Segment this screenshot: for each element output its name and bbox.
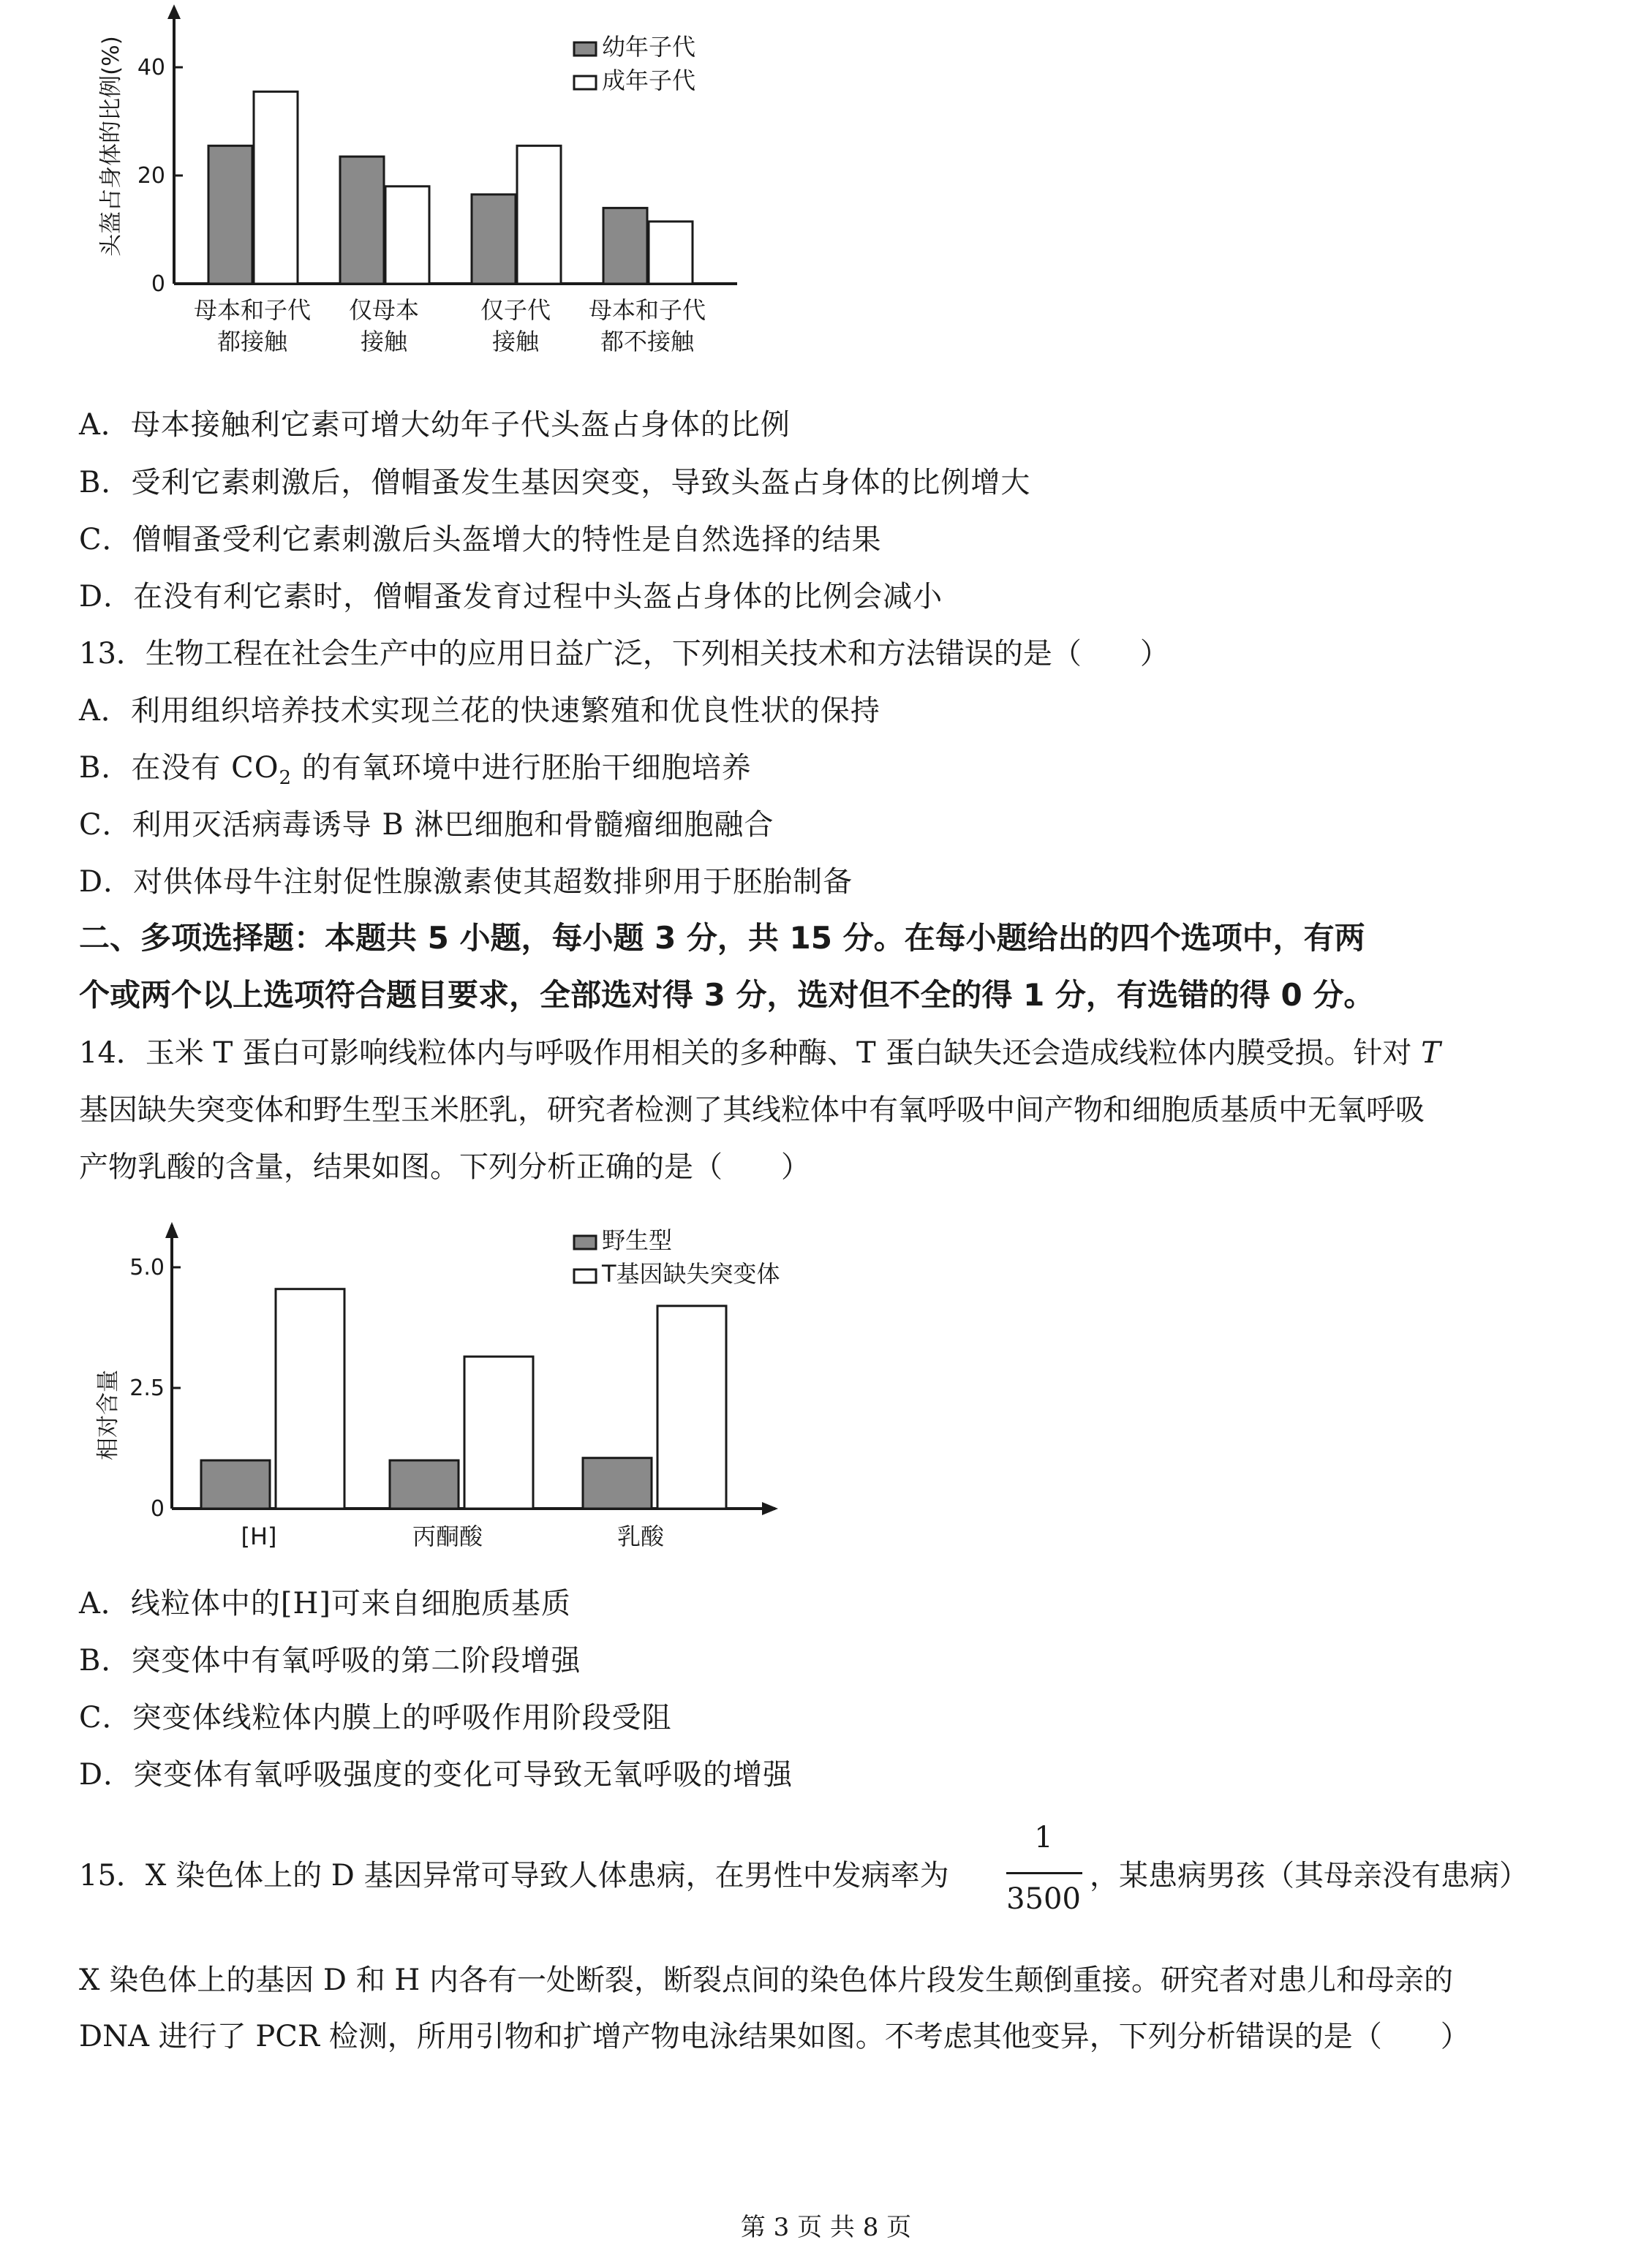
q14-option-d: D．突变体有氧呼吸强度的变化可导致无氧呼吸的增强 [79,1758,793,1792]
q12-option-d: D．在没有利它素时，僧帽蚤发育过程中头盔占身体的比例会减小 [79,580,943,614]
chart1-legend-swatch [574,76,596,89]
chart1-x-label: 都不接触 [600,328,695,355]
q15-line2: X 染色体上的基因 D 和 H 内各有一处断裂，断裂点间的染色体片段发生颠倒重接。研究者对患儿和母亲的 [79,1963,1454,1997]
chart2-legend-swatch [574,1236,596,1249]
chart2-y-tick-label: 0 [150,1496,165,1522]
q12-option-a: A．母本接触利它素可增大幼年子代头盔占身体的比例 [79,408,791,442]
chart2-bar-mutant [464,1357,533,1509]
q14-line1 [79,1033,1441,1074]
chart2-bar-mutant [276,1289,344,1509]
chart2-y-tick-label: 5.0 [129,1255,165,1280]
chart1-bar-juvenile [472,195,516,284]
chart1-y-arrow [167,4,181,19]
chart1-bars [208,91,693,284]
chart2-legend-label: T基因缺失突变体 [602,1260,780,1288]
q13-option-d: D．对供体母牛注射促性腺激素使其超数排卵用于胚胎制备 [79,865,853,899]
q13-option-c: C．利用灭活病毒诱导 B 淋巴细胞和骨髓瘤细胞融合 [79,808,774,842]
page-footer: 第 3 页 共 8 页 [740,2213,912,2242]
chart2-y-tick-label: 2.5 [129,1376,165,1401]
chart2-bar-wild-type [390,1460,459,1509]
chart1-x-label: 接触 [491,328,540,355]
chart2-bars [201,1289,726,1509]
chart1-bar-juvenile [603,208,647,284]
q14-line3: 产物乳酸的含量，结果如图。下列分析正确的是（ ） [79,1150,810,1184]
chart2-bar-mutant [657,1306,726,1509]
chart1-legend-swatch [574,42,596,56]
q13-option-b-pre: B．在没有 CO [79,751,279,785]
fraction-bar [1006,1872,1082,1874]
chart1-legend-label: 成年子代 [602,67,696,94]
chart1-bar-adult [385,186,429,284]
chart1-bar-adult [649,222,693,284]
section2-heading-line1: 二、多项选择题：本题共 5 小题，每小题 3 分，共 15 分。在每小题给出的四个选项中，有两 [79,920,1365,956]
chart1-legend-label: 幼年子代 [602,33,696,61]
q14-line2: 基因缺失突变体和野生型玉米胚乳，研究者检测了其线粒体中有氧呼吸中间产物和细胞质基质中无氧呼吸 [79,1093,1425,1127]
q13-stem: 13．生物工程在社会生产中的应用日益广泛，下列相关技术和方法错误的是（ ） [79,637,1169,671]
chart1-x-label: 仅子代 [480,296,551,324]
chart2-x-label: 丙酮酸 [412,1523,483,1550]
chart1-bar-juvenile [208,146,252,284]
chart2-x-label: [H] [241,1523,277,1550]
q15-line1-post: ，某患病男孩（其母亲没有患病） [1090,1859,1528,1893]
q14-option-a: A．线粒体中的[H]可来自细胞质基质 [79,1587,571,1620]
chart1-x-label: 接触 [360,328,408,355]
chart2-legend-swatch [574,1269,596,1283]
chart1-bar-adult [254,91,298,284]
relative-content-chart [88,1207,848,1565]
chart2-bar-wild-type [583,1458,652,1509]
chart1-x-label: 母本和子代 [588,296,706,324]
q13-option-a: A．利用组织培养技术实现兰花的快速繁殖和优良性状的保持 [79,694,880,728]
chart2-y-arrow [165,1222,178,1238]
q12-option-b: B．受利它素刺激后，僧帽蚤发生基因突变，导致头盔占身体的比例增大 [79,466,1031,499]
section2-heading-line2: 个或两个以上选项符合题目要求，全部选对得 3 分，选对但不全的得 1 分，有选错的得 0 分。 [79,977,1375,1013]
chart2-legend-label: 野生型 [602,1226,673,1254]
chart1-y-tick-label: 40 [137,55,165,80]
q14-option-c: C．突变体线粒体内膜上的呼吸作用阶段受阻 [79,1701,672,1735]
chart1-y-tick-label: 20 [137,163,165,189]
chart1-x-label: 仅母本 [348,296,420,324]
chart2-x-label: 乳酸 [616,1523,665,1550]
fraction-numerator: 1 [1034,1821,1053,1855]
helmet-ratio-chart [88,0,746,373]
q14-gene-t: T [1421,1036,1441,1070]
chart1-bar-adult [517,146,561,284]
chart2-y-label: 相对含量 [95,1370,121,1460]
chart2-bar-wild-type [201,1460,270,1509]
fraction-denominator: 3500 [1006,1882,1081,1916]
chart1-y-tick-label: 0 [151,271,165,297]
q12-option-c: C．僧帽蚤受利它素刺激后头盔增大的特性是自然选择的结果 [79,523,882,556]
chart1-x-label: 都接触 [216,328,288,355]
chart1-y-label: 头盔占身体的比例(%) [98,36,124,257]
chart1-x-label: 母本和子代 [193,296,312,324]
q13-option-b [79,747,752,799]
q14-line1-text: 14．玉米 T 蛋白可影响线粒体内与呼吸作用相关的多种酶、T 蛋白缺失还会造成线粒体内膜受损。针对 [79,1036,1422,1070]
q13-option-b-post: 的有氧环境中进行胚胎干细胞培养 [292,751,752,785]
q14-option-b: B．突变体中有氧呼吸的第二阶段增强 [79,1644,581,1678]
co2-subscript: 2 [279,767,293,789]
q15-line1-pre: 15．X 染色体上的 D 基因异常可导致人体患病，在男性中发病率为 [79,1859,949,1893]
chart2-x-arrow [762,1502,778,1515]
chart1-bar-juvenile [340,156,384,284]
q15-line3: DNA 进行了 PCR 检测，所用引物和扩增产物电泳结果如图。不考虑其他变异，下列分析错误的是（ ） [79,2020,1470,2053]
